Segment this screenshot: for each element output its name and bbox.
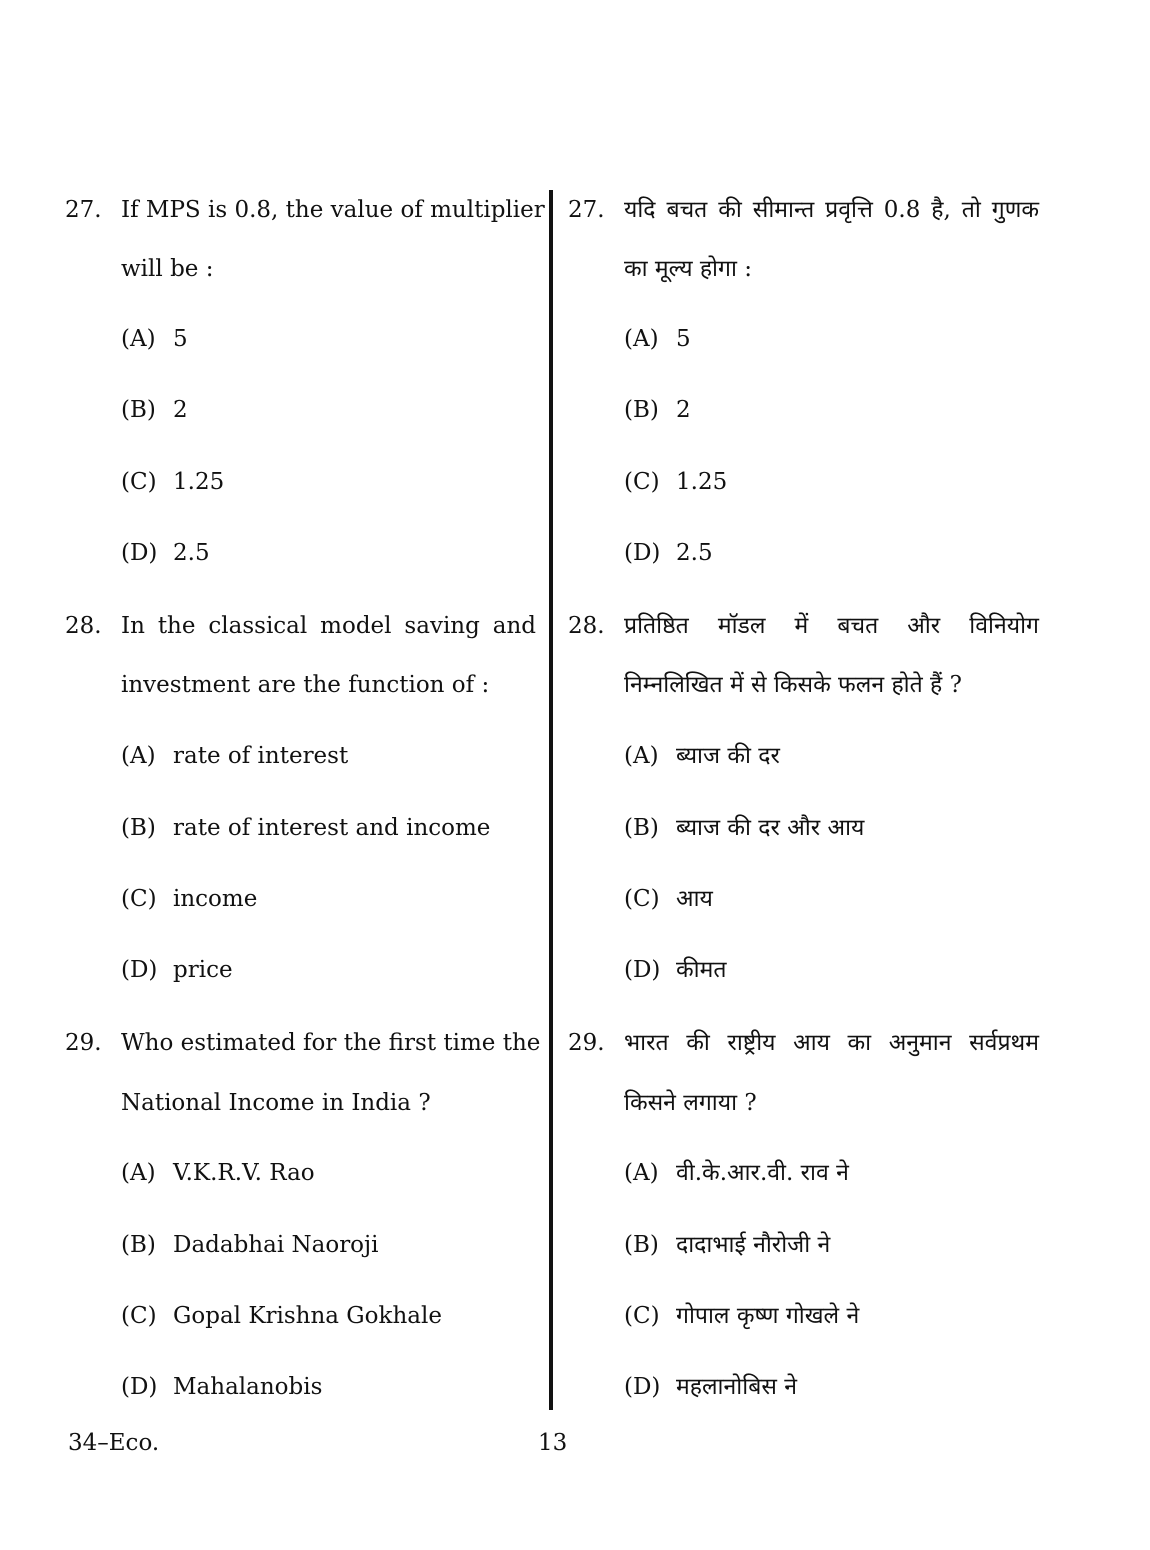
- question-number: 29.: [65, 1030, 102, 1056]
- option-label: (C): [624, 886, 660, 912]
- option-text: 5: [173, 326, 188, 352]
- option-label: (C): [121, 886, 157, 912]
- option-b: [121, 810, 490, 846]
- option-label: (A): [121, 326, 156, 352]
- option-text: गोपाल कृष्ण गोखले ने: [676, 1303, 860, 1329]
- question-text-line2: will be :: [121, 256, 214, 282]
- option-text: 2: [676, 397, 691, 423]
- option-label: (A): [624, 326, 659, 352]
- option-b: [624, 810, 864, 846]
- option-text: Mahalanobis: [173, 1374, 323, 1400]
- option-label: (B): [121, 397, 156, 423]
- question-text-line1: If MPS is 0.8, the value of multiplier: [121, 197, 545, 223]
- option-c: [121, 1298, 442, 1334]
- option-text: rate of interest and income: [173, 815, 491, 841]
- option-label: (D): [624, 540, 661, 566]
- option-label: (B): [624, 1232, 659, 1258]
- option-c: [121, 464, 224, 500]
- question-text-line1: भारत की राष्ट्रीय आय का अनुमान सर्वप्रथम: [624, 1030, 1039, 1056]
- option-text: 5: [676, 326, 691, 352]
- option-label: (B): [624, 815, 659, 841]
- option-d: [121, 535, 210, 571]
- option-a: [121, 1155, 315, 1191]
- option-label: (A): [121, 1160, 156, 1186]
- option-label: (B): [121, 815, 156, 841]
- option-c: [121, 881, 257, 917]
- option-b: [121, 1227, 379, 1263]
- option-a: [624, 738, 780, 774]
- question-text-line2: किसने लगाया ?: [624, 1090, 757, 1116]
- option-text: वी.के.आर.वी. राव ने: [676, 1160, 849, 1186]
- option-text: Gopal Krishna Gokhale: [173, 1303, 442, 1329]
- option-label: (C): [121, 1303, 157, 1329]
- option-text: rate of interest: [173, 743, 349, 769]
- option-text: Dadabhai Naoroji: [173, 1232, 379, 1258]
- option-label: (B): [624, 397, 659, 423]
- question-number: 27.: [568, 197, 605, 223]
- option-a: [121, 321, 188, 357]
- option-text: ब्याज की दर: [676, 743, 780, 769]
- option-label: (D): [121, 540, 158, 566]
- option-d: [624, 952, 727, 988]
- option-d: [624, 1369, 797, 1405]
- option-text: 2: [173, 397, 188, 423]
- option-label: (D): [121, 1374, 158, 1400]
- page-number: 13: [538, 1430, 568, 1456]
- column-divider: [549, 190, 553, 1410]
- option-b: [624, 392, 691, 428]
- option-a: [624, 1155, 849, 1191]
- option-label: (C): [624, 1303, 660, 1329]
- option-text: 2.5: [173, 540, 210, 566]
- option-d: [624, 535, 713, 571]
- question-number: 28.: [65, 613, 102, 639]
- question-text-line1: यदि बचत की सीमान्त प्रवृत्ति 0.8 है, तो गुणक: [624, 197, 1039, 223]
- option-label: (D): [121, 957, 158, 983]
- question-text-line1: प्रतिष्ठित मॉडल में बचत और विनियोग: [624, 613, 1039, 639]
- paper-code: 34–Eco.: [68, 1430, 160, 1456]
- option-label: (C): [624, 469, 660, 495]
- question-number: 29.: [568, 1030, 605, 1056]
- option-text: 1.25: [173, 469, 225, 495]
- option-label: (D): [624, 1374, 661, 1400]
- option-text: महलानोबिस ने: [676, 1374, 797, 1400]
- option-b: [121, 392, 188, 428]
- option-text: कीमत: [676, 957, 727, 983]
- option-label: (B): [121, 1232, 156, 1258]
- option-label: (A): [121, 743, 156, 769]
- option-a: [624, 321, 691, 357]
- option-label: (C): [121, 469, 157, 495]
- option-text: 2.5: [676, 540, 713, 566]
- question-number: 27.: [65, 197, 102, 223]
- question-text-line1: Who estimated for the first time the: [121, 1030, 541, 1056]
- question-text-line1: In the classical model saving and: [121, 613, 536, 639]
- option-label: (A): [624, 1160, 659, 1186]
- option-label: (D): [624, 957, 661, 983]
- option-c: [624, 1298, 859, 1334]
- option-label: (A): [624, 743, 659, 769]
- option-text: 1.25: [676, 469, 728, 495]
- question-text-line2: का मूल्य होगा :: [624, 256, 752, 282]
- option-d: [121, 1369, 322, 1405]
- question-number: 28.: [568, 613, 605, 639]
- option-text: आय: [676, 886, 713, 912]
- question-text-line2: National Income in India ?: [121, 1090, 431, 1116]
- question-text-line2: investment are the function of :: [121, 672, 490, 698]
- option-a: [121, 738, 348, 774]
- option-text: V.K.R.V. Rao: [173, 1160, 315, 1186]
- option-text: price: [173, 957, 233, 983]
- option-c: [624, 464, 727, 500]
- option-b: [624, 1227, 830, 1263]
- question-text-line2: निम्नलिखित में से किसके फलन होते हैं ?: [624, 672, 962, 698]
- option-d: [121, 952, 233, 988]
- option-text: ब्याज की दर और आय: [676, 815, 865, 841]
- option-text: दादाभाई नौरोजी ने: [676, 1232, 831, 1258]
- option-c: [624, 881, 713, 917]
- option-text: income: [173, 886, 258, 912]
